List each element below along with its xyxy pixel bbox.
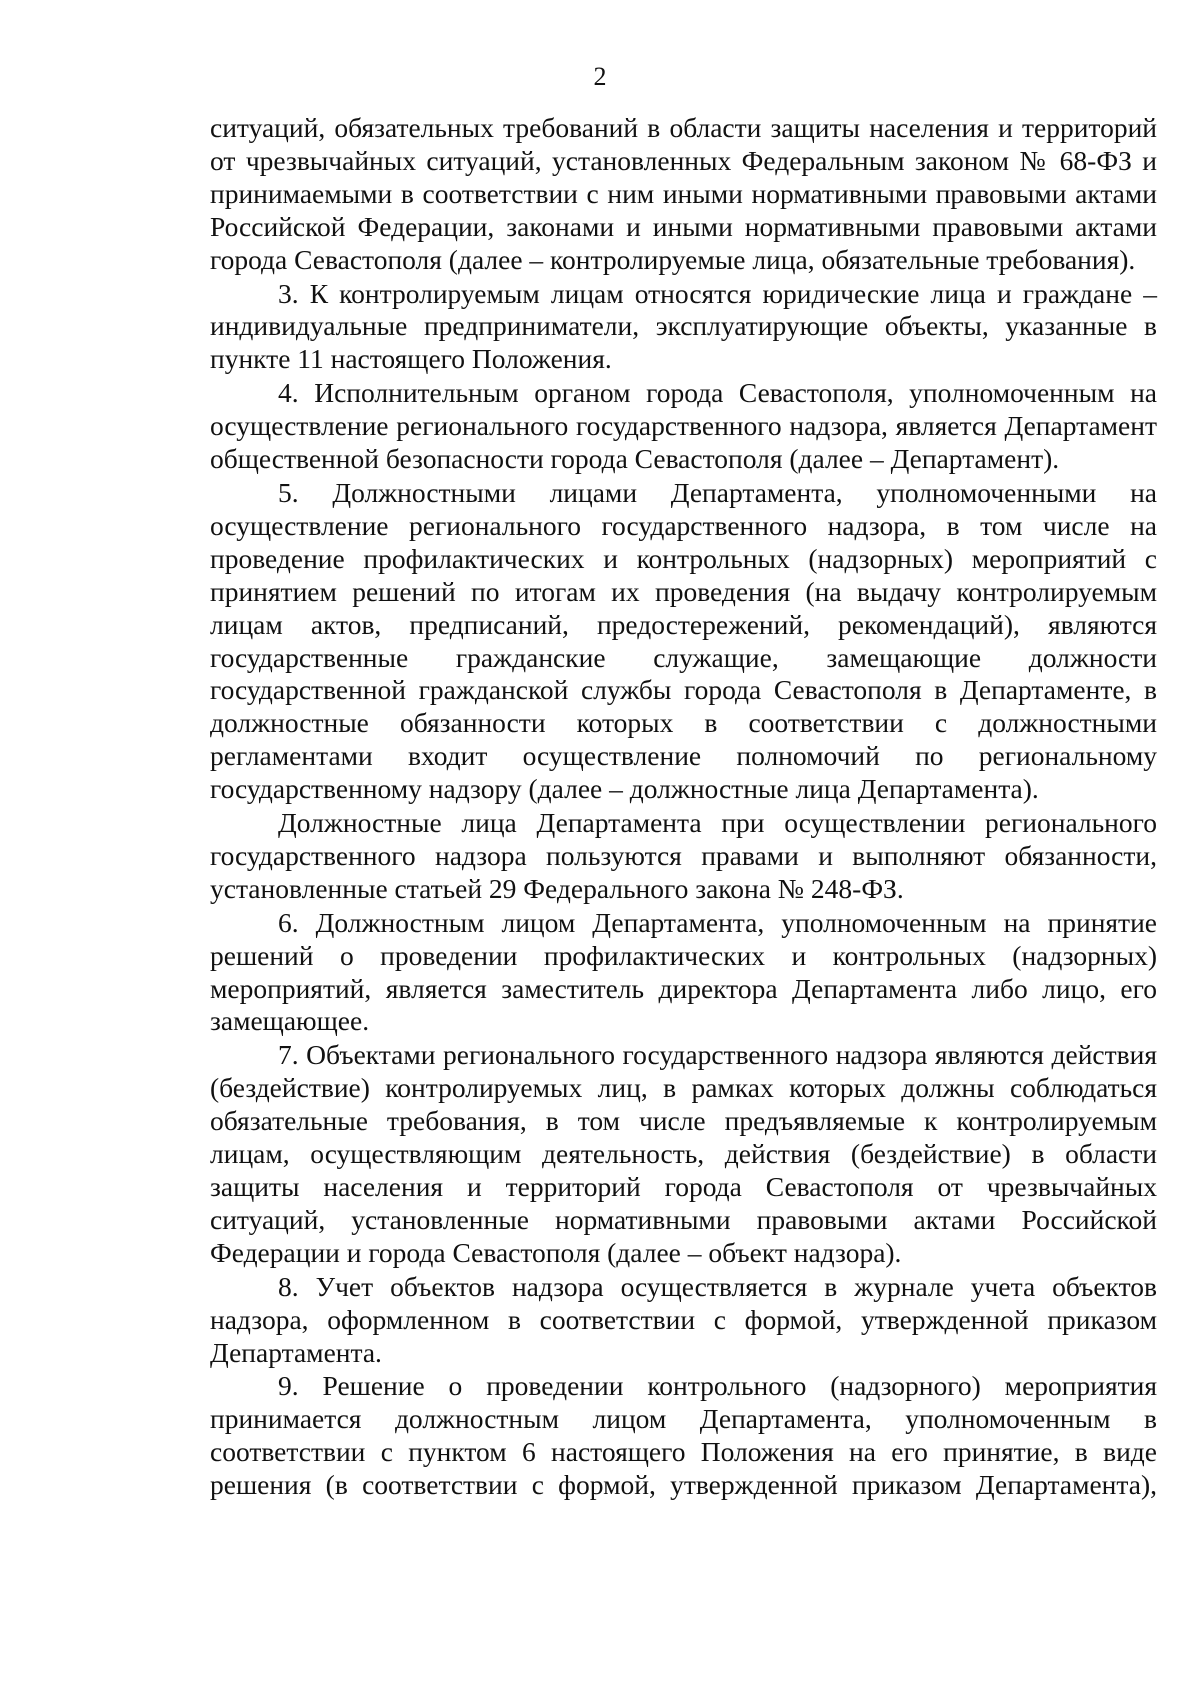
paragraph-3: 3. К контролируемым лицам относятся юридические лица и граждане – индивидуальные предприниматели, эксплуатирующие объекты, указанные в пункте 11 настоящего Положения. xyxy=(210,277,1157,375)
paragraph-5-continued: Должностные лица Департамента при осуществлении регионального государственного надзора пользуются правами и выполняют обязанности, установленные статьей 29 Федерального закона № 248-ФЗ. xyxy=(210,807,1157,904)
paragraph-continuation: ситуаций, обязательных требований в области защиты населения и территорий от чрезвычайных ситуаций, установленных Федеральным законом № 68-ФЗ и принимаемыми в соответствии с ним иными нормативными правовыми актами Российской Федерации, законами и иными нормативными правовыми актами города Севастополя (далее – контролируемые лица, обязательные требования). xyxy=(210,112,1157,275)
paragraph-8: 8. Учет объектов надзора осуществляется в журнале учета объектов надзора, оформленном в соответствии с формой, утвержденной приказом Департамента. xyxy=(210,1270,1157,1368)
paragraph-4: 4. Исполнительным органом города Севастополя, уполномоченным на осуществление регионального государственного надзора, является Департамент общественной безопасности города Севастополя (далее – Департамент). xyxy=(210,377,1157,475)
document-body xyxy=(210,112,1157,1502)
paragraph-9: 9. Решение о проведении контрольного (надзорного) мероприятия принимается должностным лицом Департамента, уполномоченным в соответствии с пунктом 6 настоящего Положения на его принятие, в виде решения (в соответствии с формой, утвержденной приказом Департамента), xyxy=(210,1370,1157,1501)
page-number: 2 xyxy=(593,62,607,91)
paragraph-7: 7. Объектами регионального государственного надзора являются действия (бездействие) контролируемых лиц, в рамках которых должны соблюдаться обязательные требования, в том числе предъявляемые к контролируемым лицам, осуществляющим деятельность, действия (бездействие) в области защиты населения и территорий города Севастополя от чрезвычайных ситуаций, установленные нормативными правовыми актами Российской Федерации и города Севастополя (далее – объект надзора). xyxy=(210,1039,1157,1268)
paragraph-5: 5. Должностными лицами Департамента, уполномоченными на осуществление регионального государственного надзора, в том числе на проведение профилактических и контрольных (надзорных) мероприятий с принятием решений по итогам их проведения (на выдачу контролируемым лицам актов, предписаний, предостережений, рекомендаций), являются государственные гражданские служащие, замещающие должности государственной гражданской службы города Севастополя в Департаменте, в должностные обязанности которых в соответствии с должностными регламентами входит осуществление полномочий по региональному государственному надзору (далее – должностные лица Департамента). xyxy=(210,476,1157,805)
paragraph-6: 6. Должностным лицом Департамента, уполномоченным на принятие решений о проведении профилактических и контрольных (надзорных) мероприятий, является заместитель директора Департамента либо лицо, его замещающее. xyxy=(210,906,1157,1037)
